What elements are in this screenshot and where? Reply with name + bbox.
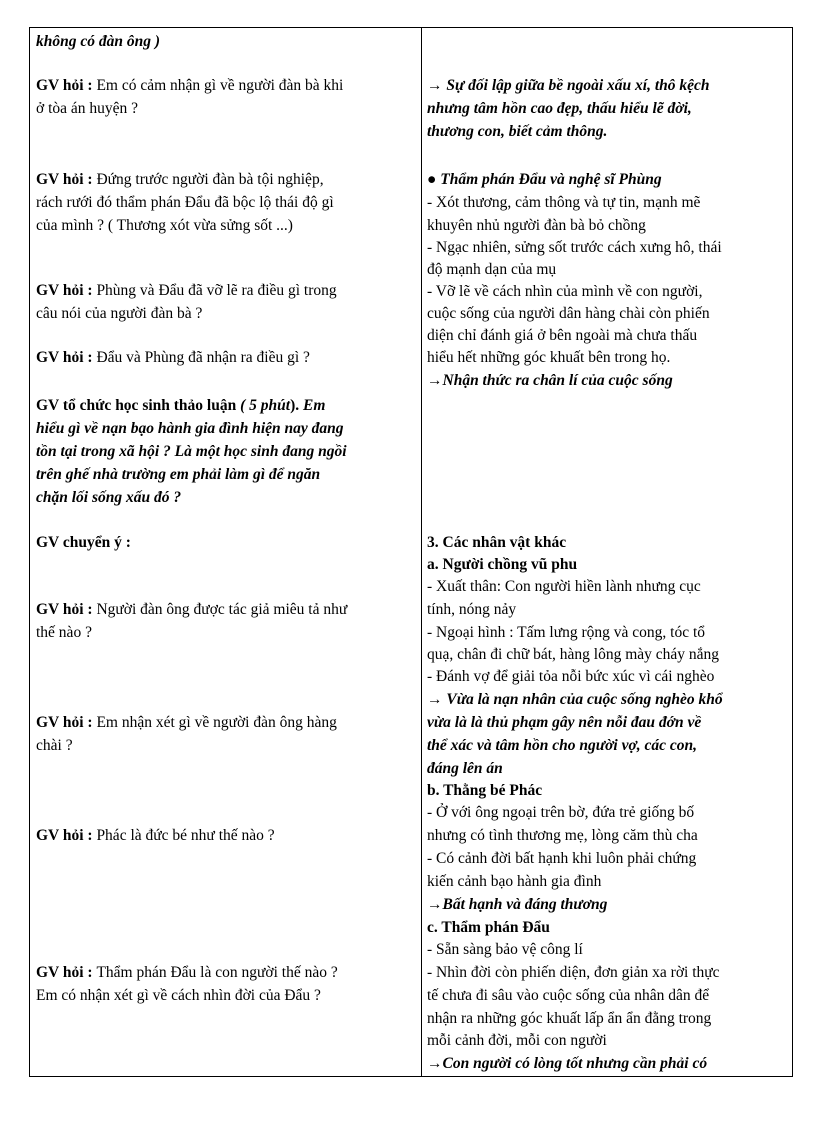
text-segment: Nhận thức ra chân lí của cuộc sống [442, 372, 673, 389]
text-segment: GV hỏi : [36, 171, 97, 188]
right-line [427, 712, 701, 734]
text-segment: - Vỡ lẽ về cách nhìn của mình về con người, [427, 283, 703, 300]
text-segment: câu nói của người đàn bà ? [36, 305, 203, 322]
text-segment: - Có cảnh đời bất hạnh khi luôn phải chứng [427, 850, 697, 867]
text-segment: độ mạnh dạn của mụ [427, 261, 557, 278]
text-segment: cuộc sống của người dân hàng chài còn phiến [427, 305, 710, 322]
text-segment: ( 5 phút [240, 397, 291, 414]
left-line [36, 31, 160, 53]
left-line [36, 280, 337, 302]
right-line [427, 666, 714, 688]
right-line [427, 758, 503, 780]
text-segment: rách rưới đó thẩm phán Đẩu đã bộc lộ thái độ gì [36, 194, 334, 211]
left-line [36, 215, 293, 237]
text-segment: ). [290, 397, 303, 414]
text-segment: - Ở với ông ngoại trên bờ, đứa trẻ giống bố [427, 804, 695, 821]
left-line [36, 395, 325, 417]
text-segment: GV hỏi : [36, 349, 97, 366]
right-line [427, 871, 601, 893]
right-line [427, 917, 550, 939]
right-line [427, 1008, 711, 1030]
text-segment: GV hỏi : [36, 964, 97, 981]
text-segment: ở tòa án huyện ? [36, 100, 139, 117]
text-segment: chài ? [36, 737, 73, 754]
text-segment: Em nhận xét gì về người đàn ông hàng [96, 714, 337, 731]
right-line [427, 215, 646, 237]
text-segment: GV chuyển ý : [36, 534, 131, 551]
text-segment: → [427, 691, 447, 708]
column-divider [421, 28, 422, 1076]
text-segment: nhưng có tình thương mẹ, lòng căm thù cha [427, 827, 698, 844]
lesson-table [29, 27, 793, 1077]
right-line [427, 237, 722, 259]
text-segment: GV hỏi : [36, 77, 97, 94]
right-line [427, 554, 577, 576]
right-line [427, 192, 700, 214]
text-segment: tế chưa đi sâu vào cuộc sống của nhân dân để [427, 987, 710, 1004]
right-line [427, 259, 556, 281]
left-line [36, 622, 92, 644]
right-line [427, 98, 692, 120]
right-line [427, 985, 709, 1007]
right-line [427, 532, 566, 554]
text-segment: b. Thằng bé Phác [427, 782, 543, 799]
text-segment: thương con, biết cảm thông. [427, 123, 608, 140]
left-line [36, 532, 131, 554]
left-line [36, 985, 321, 1007]
left-line [36, 98, 138, 120]
text-segment: Đứng trước người đàn bà tội nghiệp, [96, 171, 324, 188]
right-line [427, 325, 697, 347]
right-line [427, 347, 670, 369]
text-segment: quạ, chân đi chữ bát, hàng lông mày cháy nắng [427, 646, 720, 663]
text-segment: đáng lên án [427, 760, 503, 777]
text-segment: GV hỏi : [36, 827, 97, 844]
text-segment: nhận ra những góc khuất lấp ẩn ẩn đằng trong [427, 1010, 712, 1027]
text-segment: nhưng tâm hồn cao đẹp, thấu hiểu lẽ đời, [427, 100, 692, 117]
right-line [427, 370, 673, 392]
text-segment: Người đàn ông được tác giả miêu tả như [96, 601, 348, 618]
text-segment: Con người có lòng tốt nhưng cần phải có [442, 1055, 708, 1072]
text-segment: → [427, 896, 443, 913]
text-segment: GV tổ chức học sinh thảo luận [36, 397, 241, 414]
left-line [36, 418, 344, 440]
text-segment: Em [303, 397, 326, 414]
text-segment: → [427, 1055, 443, 1072]
left-line [36, 825, 275, 847]
left-line [36, 75, 343, 97]
text-segment: Em có nhận xét gì về cách nhìn đời của Đẩu ? [36, 987, 321, 1004]
right-line [427, 281, 702, 303]
right-line [427, 75, 710, 97]
text-segment: kiến cảnh bạo hành gia đình [427, 873, 602, 890]
right-line [427, 303, 710, 325]
left-line [36, 962, 338, 984]
text-segment: thể xác và tâm hồn cho người vợ, các con, [427, 737, 698, 754]
text-segment: - Ngoại hình : Tấm lưng rộng và cong, tóc tổ [427, 624, 706, 641]
right-line [427, 1030, 607, 1052]
text-segment: vừa là là thủ phạm gây nên nỗi đau đớn về [427, 714, 702, 731]
right-line [427, 622, 705, 644]
right-line [427, 644, 719, 666]
left-line [36, 487, 181, 509]
right-line [427, 735, 697, 757]
left-line [36, 192, 334, 214]
text-segment: c. Thẩm phán Đẩu [427, 919, 550, 936]
right-line [427, 780, 542, 802]
text-segment: trên ghế nhà trường em phải làm gì để ngăn [36, 466, 321, 483]
text-segment: - Sẵn sàng bảo vệ công lí [427, 941, 583, 958]
right-line [427, 962, 720, 984]
right-line [427, 1053, 707, 1075]
text-segment: Bất hạnh và đáng thương [442, 896, 608, 913]
text-segment: Thẩm phán Đẩu là con người thế nào ? [96, 964, 338, 981]
text-segment: của mình ? ( Thương xót vừa sửng sốt ...) [36, 217, 293, 234]
text-segment: hiểu hết những góc khuất bên trong họ. [427, 349, 671, 366]
text-segment: khuyên nhủ người đàn bà bỏ chồng [427, 217, 646, 234]
right-line [427, 169, 662, 191]
text-segment: → [427, 372, 443, 389]
right-line [427, 848, 696, 870]
text-segment: Phác là đức bé như thế nào ? [96, 827, 275, 844]
text-segment: Vừa là nạn nhân của cuộc sống nghèo khổ [446, 691, 723, 708]
right-line [427, 576, 701, 598]
text-segment: - Đánh vợ để giải tỏa nỗi bức xúc vì cái nghèo [427, 668, 715, 685]
text-segment: thế nào ? [36, 624, 92, 641]
text-segment: Thẩm phán Đẩu và nghệ sĩ Phùng [440, 171, 662, 188]
text-segment: 3. Các nhân vật khác [427, 534, 567, 551]
left-line [36, 735, 73, 757]
text-segment: mỗi cảnh đời, mỗi con người [427, 1032, 607, 1049]
text-segment: - Xuất thân: Con người hiền lành nhưng cục [427, 578, 701, 595]
text-segment: a. Người chồng vũ phu [427, 556, 578, 573]
left-line [36, 347, 310, 369]
text-segment: chặn lối sống xấu đó ? [36, 489, 182, 506]
left-line [36, 464, 320, 486]
text-segment: - Xót thương, cảm thông và tự tin, mạnh mẽ [427, 194, 701, 211]
right-line [427, 894, 607, 916]
left-line [36, 303, 202, 325]
right-line [427, 599, 516, 621]
text-segment: GV hỏi : [36, 282, 97, 299]
text-segment: Đẩu và Phùng đã nhận ra điều gì ? [96, 349, 310, 366]
right-line [427, 689, 723, 711]
text-segment: diện chỉ đánh giá ở bên ngoài mà chưa thấu [427, 327, 698, 344]
text-segment: Phùng và Đẩu đã vỡ lẽ ra điều gì trong [96, 282, 337, 299]
text-segment: GV hỏi : [36, 601, 97, 618]
right-line [427, 121, 607, 143]
left-line [36, 441, 347, 463]
text-segment: Sự đối lập giữa bề ngoài xấu xí, thô kệch [446, 77, 710, 94]
text-segment: không có đàn ông ) [36, 33, 161, 50]
text-segment: GV hỏi : [36, 714, 97, 731]
right-line [427, 802, 694, 824]
right-line [427, 939, 583, 961]
left-line [36, 169, 324, 191]
text-segment: tồn tại trong xã hội ? Là một học sinh đang ngồi [36, 443, 347, 460]
left-line [36, 599, 347, 621]
right-line [427, 825, 698, 847]
text-segment: ● [427, 171, 441, 188]
text-segment: → [427, 77, 447, 94]
left-line [36, 712, 337, 734]
text-segment: Em có cảm nhận gì về người đàn bà khi [96, 77, 344, 94]
text-segment: hiểu gì về nạn bạo hành gia đình hiện nay đang [36, 420, 344, 437]
text-segment: - Ngạc nhiên, sửng sốt trước cách xưng hô, thái [427, 239, 722, 256]
text-segment: tính, nóng nảy [427, 601, 517, 618]
text-segment: - Nhìn đời còn phiến diện, đơn giản xa rời thực [427, 964, 720, 981]
